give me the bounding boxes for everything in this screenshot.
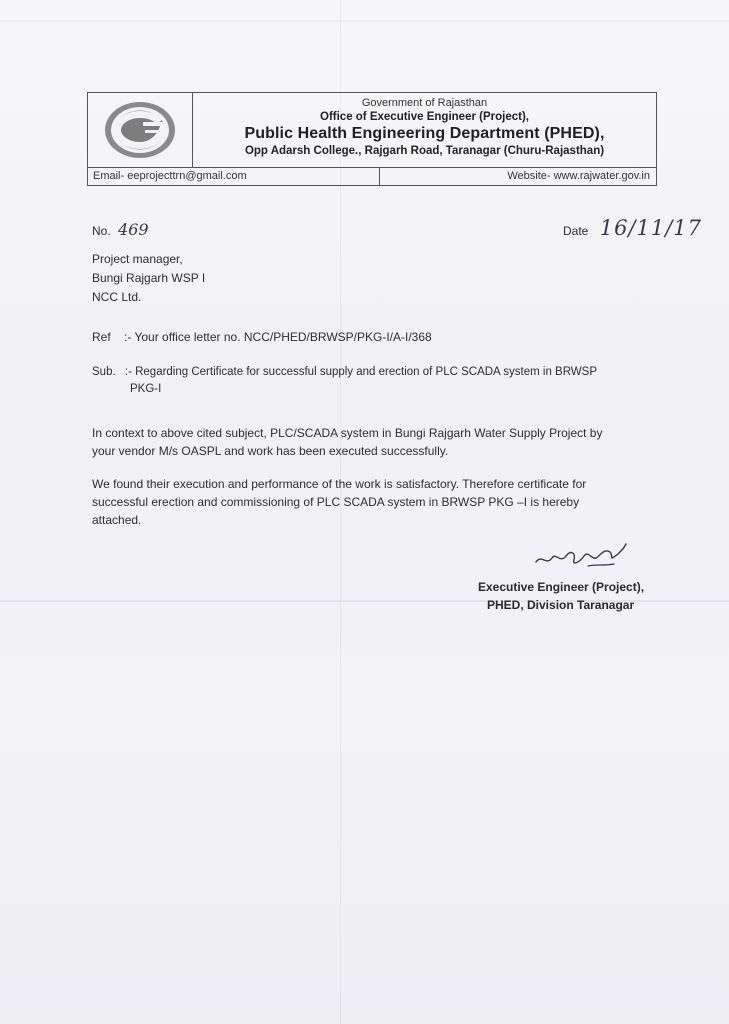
contact-divider	[379, 168, 380, 185]
paper-fold-line	[0, 20, 729, 22]
ref-text: :- Your office letter no. NCC/PHED/BRWSP/PKG-I/A-I/368	[124, 330, 432, 344]
subject-text: :- Regarding Certificate for successful supply and erection of PLC SCADA system in BRWSP	[124, 366, 597, 378]
office-address: Opp Adarsh College., Rajgarh Road, Taranagar (Churu-Rajasthan)	[244, 145, 605, 157]
date-value: 16/11/17	[599, 216, 703, 240]
number-label: No.	[92, 224, 111, 238]
subject-line	[92, 364, 672, 398]
signatory-division: PHED, Division Taranagar	[487, 598, 635, 612]
paragraph-line: In context to above cited subject, PLC/SCADA system in Bungi Rajgarh Water Supply Project by	[92, 426, 603, 440]
paragraph-line: attached.	[92, 513, 142, 527]
paragraph-line: your vendor M/s OASPL and work has been executed successfully.	[92, 444, 449, 458]
recipient-line: NCC Ltd.	[92, 290, 142, 304]
paragraph-one	[92, 424, 602, 460]
signature-scribble	[530, 540, 630, 574]
number-value: 469	[118, 220, 149, 239]
paragraph-two	[92, 475, 586, 529]
recipient-line: Bungi Rajgarh WSP I	[92, 271, 206, 285]
reference-line	[92, 330, 432, 344]
department-name: Public Health Engineering Department (PHED),	[244, 125, 605, 142]
email-text: Email- eeprojecttrn@gmail.com	[93, 170, 247, 182]
phed-emblem-icon	[103, 100, 177, 160]
letterhead	[87, 92, 657, 186]
subject-text-continued: PKG-I	[130, 383, 162, 395]
paragraph-line: successful erection and commissioning of PLC SCADA system in BRWSP PKG –I is hereby	[92, 495, 580, 509]
website-text: Website- www.rajwater.gov.in	[507, 170, 650, 182]
recipient-line: Project manager,	[92, 252, 183, 266]
contact-row	[88, 167, 656, 185]
ref-label: Ref	[92, 330, 111, 344]
signatory-title: Executive Engineer (Project),	[478, 580, 645, 594]
paragraph-line: We found their execution and performance of the work is satisfactory. Therefore certificate for	[92, 477, 587, 491]
recipient-block	[92, 250, 205, 307]
logo-cell	[88, 93, 193, 167]
office-name: Office of Executive Engineer (Project),	[320, 111, 529, 123]
subject-label: Sub.	[92, 366, 116, 378]
letterhead-text	[193, 93, 656, 167]
date-label: Date	[563, 224, 589, 238]
government-name: Government of Rajasthan	[361, 97, 488, 109]
letter-date	[563, 216, 702, 240]
letter-number	[92, 220, 149, 239]
